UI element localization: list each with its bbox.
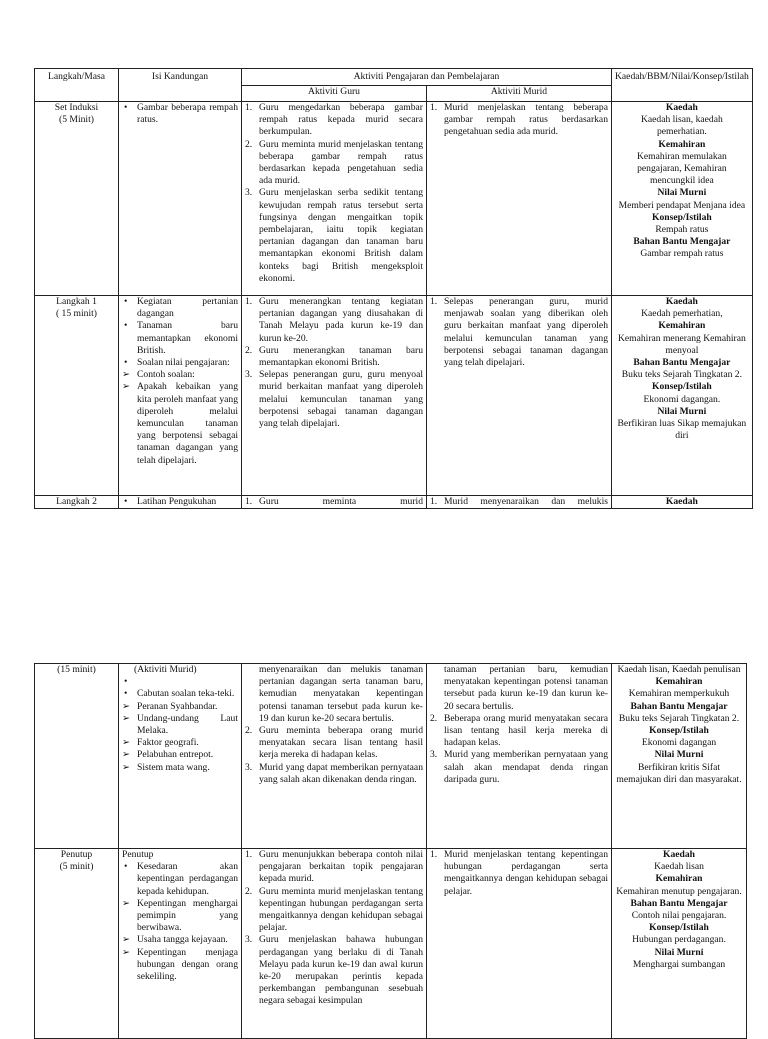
nilai-heading: Nilai Murni — [657, 187, 707, 199]
list-item: ➢ Undang-undang Laut Melaka. — [122, 712, 238, 737]
list-item: ➢ Apakah kebaikan yang kita peroleh manfaat yang diperoleh melalui kemunculan tanaman yang berpotensi sebagai tanaman dagangan yang telah dipelajari. — [122, 381, 238, 466]
list-item: 3. Guru menjelaskan bahawa hubungan perdagangan yang berlaku di di Tanah Melayu pada kurun ke-19 dan awal kurun ke-20 merupakan perintis kepada perkembangan pembangunan sesebuah negara sebagai kesimpulan — [245, 934, 423, 1007]
list-item: • Cabutan soalan teka-teki. — [124, 688, 235, 700]
langkah-label: Penutup — [60, 849, 93, 860]
bbm-text: Contoh nilai pengajaran. — [631, 910, 727, 922]
konsep-text: Rempah ratus — [655, 224, 709, 236]
list-item: 1. Selepas penerangan guru, murid menjawab soalan yang diberikan oleh guru berkaitan manfaat yang diperoleh melalui kemunculan tanaman yang berpotensi sebagai tanaman dagangan yang telah dipelajari. — [430, 296, 608, 369]
kaedah-heading: Kaedah — [665, 496, 698, 507]
kemahiran-text: Kemahiran memperkukuh — [628, 688, 730, 700]
list-item: • Latihan Pengukuhan — [124, 496, 217, 507]
kaedah-text: Kaedah lisan — [654, 861, 704, 873]
bbm-heading: Bahan Bantu Mengajar — [630, 700, 728, 712]
list-item: 1. Guru menunjukkan beberapa contoh nilai pengajaran berkaitan topik pengajaran kepada murid. — [245, 849, 423, 885]
kaedah-cell — [612, 664, 747, 849]
isi-cell — [119, 496, 242, 509]
kemahiran-heading: Kemahiran — [658, 138, 706, 150]
list-item: 3. Murid yang memberikan pernyataan yang salah akan mendapat denda ringan daripada guru. — [430, 749, 608, 785]
kaedah-cell — [612, 496, 753, 509]
isi-heading: (Aktiviti Murid) — [134, 664, 197, 675]
list-item: 2. Guru menerangkan tanaman baru memantapkan ekonomi British. — [245, 344, 423, 369]
table-row — [35, 664, 747, 849]
nilai-heading: Nilai Murni — [654, 946, 704, 958]
kaedah-heading: Kaedah — [665, 102, 698, 113]
nilai-text: Menghargai sumbangan — [632, 958, 726, 970]
isi-cell — [119, 102, 242, 296]
langkah-label: Langkah 2 — [56, 496, 97, 507]
langkah-cell — [35, 849, 119, 1039]
murid-cell — [427, 849, 612, 1039]
kaedah-text: Kaedah lisan, kaedah pemerhatian. — [640, 114, 723, 138]
list-item: ➢ Peranan Syahbandar. — [122, 700, 218, 712]
masa-label: (5 minit) — [59, 861, 94, 873]
list-item: 2. Beberapa orang murid menyatakan secara lisan tentang hasil kerja mereka di hadapan kelas. — [430, 712, 608, 749]
list-item: 2. Guru meminta murid menjelaskan tentang kepentingan hubungan perdagangan serta mengaitkannya dengan kehidupan sebagai pelajar. — [245, 885, 423, 934]
guru-cell — [242, 296, 427, 496]
list-item: ➢ Kepentingan menghargai pemimpin yang berwibawa. — [122, 897, 238, 934]
list-item: 1. Guru meminta murid — [245, 496, 423, 507]
list-item: 3. Murid yang dapat memberikan pernyataan yang salah akan dikenakan denda ringan. — [245, 761, 423, 785]
guru-cell — [242, 664, 427, 849]
kaedah-text: Kaedah lisan, Kaedah penulisan — [617, 664, 741, 675]
list-item: • — [124, 676, 128, 688]
lesson-plan-table-page-1 — [34, 68, 753, 509]
konsep-heading: Konsep/Istilah — [649, 922, 709, 934]
kemahiran-text: Kemahiran menutup pengajaran. — [616, 885, 742, 897]
kaedah-cell — [612, 296, 753, 496]
list-item: 1. Murid menyenaraikan dan melukis — [430, 496, 608, 507]
nilai-text: Berfikiran kritis Sifat memajukan diri dan masyarakat. — [616, 761, 742, 785]
guru-continued-text: menyenaraikan dan melukis tanaman pertanian dagangan serta tanaman baru, kemudian menyatakan kepentingan potensi tanaman tersebut pada kurun ke-19 dan kurun ke-20 secara bertulis. — [259, 664, 423, 724]
nilai-heading: Nilai Murni — [657, 405, 707, 417]
kemahiran-heading: Kemahiran — [658, 320, 706, 332]
konsep-heading: Konsep/Istilah — [649, 725, 709, 737]
list-item: 2. Guru meminta murid menjelaskan tentang beberapa gambar rempah ratus berdasarkan kepada pengetahuan sedia ada murid. — [245, 138, 423, 187]
nilai-text: Memberi pendapat Menjana idea — [618, 199, 746, 211]
bbm-heading: Bahan Bantu Mengajar — [630, 897, 728, 909]
langkah-cell — [35, 496, 119, 509]
list-item: ➢ Faktor geografi. — [122, 737, 199, 749]
bbm-text: Buku teks Sejarah Tingkatan 2. — [618, 712, 740, 724]
kemahiran-text: Kemahiran menerang Kemahiran menyoal — [617, 332, 746, 356]
konsep-text: Hubungan perdagangan. — [632, 934, 726, 946]
lesson-plan-table-page-2 — [34, 663, 747, 1039]
guru-cell — [242, 102, 427, 296]
kemahiran-heading: Kemahiran — [655, 873, 703, 885]
langkah-label: Langkah 1 — [56, 296, 97, 307]
bbm-heading: Bahan Bantu Mengajar — [633, 236, 731, 248]
bbm-text: Gambar rempah ratus — [640, 248, 724, 260]
isi-cell — [119, 849, 242, 1039]
guru-cell — [242, 849, 427, 1039]
list-item: • Gambar beberapa rempah ratus. — [124, 102, 238, 126]
table-row — [35, 102, 753, 296]
header-guru: Aktiviti Guru — [242, 86, 427, 102]
kaedah-heading: Kaedah — [663, 849, 695, 860]
langkah-cell — [35, 296, 119, 496]
langkah-cell — [35, 102, 119, 296]
list-item: ➢ Pelabuhan entrepot. — [122, 749, 214, 761]
isi-heading: Penutup — [122, 849, 154, 860]
bbm-heading: Bahan Bantu Mengajar — [633, 357, 731, 369]
guru-cell — [242, 496, 427, 509]
kaedah-cell — [612, 849, 747, 1039]
kaedah-text: Kaedah pemerhatian, — [641, 308, 723, 320]
list-item: 1. Murid menjelaskan tentang kepentingan hubungan perdagangan serta mengaitkannya dengan kehidupan sebagai pelajar. — [430, 849, 608, 897]
list-item: 1. Guru mengedarkan beberapa gambar rempah ratus kepada murid secara berkumpulan. — [245, 102, 423, 138]
murid-cell — [427, 496, 612, 509]
header-row — [35, 69, 753, 86]
header-aktiviti: Aktiviti Pengajaran dan Pembelajaran — [242, 69, 612, 86]
table-row — [35, 296, 753, 496]
list-item: ➢ Contoh soalan: — [122, 369, 195, 381]
murid-cell — [427, 102, 612, 296]
list-item: • Tanaman baru memantapkan ekonomi British. — [124, 320, 238, 356]
nilai-text: Berfikiran luas Sikap memajukan diri — [617, 418, 747, 442]
konsep-text: Ekonomi dagangan. — [643, 393, 721, 405]
list-item: 1. Murid menjelaskan tentang beberapa gambar rempah ratus berdasarkan pengetahuan sedia ada murid. — [430, 102, 608, 138]
list-item: ➢ Sistem mata wang. — [122, 761, 210, 773]
table-row — [35, 496, 753, 509]
kemahiran-heading: Kemahiran — [655, 676, 703, 688]
list-item: • Kesedaran akan kepentingan perdagangan kepada kehidupan. — [124, 861, 238, 897]
header-isi: Isi Kandungan — [119, 69, 242, 102]
konsep-heading: Konsep/Istilah — [652, 211, 712, 223]
langkah-cell — [35, 664, 119, 849]
murid-continued-text: tanaman pertanian baru, kemudian menyatakan kepentingan potensi tanaman tersebut pada kurun ke-19 dan kurun ke-20 secara bertulis. — [444, 664, 608, 712]
langkah-label: Set Induksi — [54, 102, 99, 113]
konsep-heading: Konsep/Istilah — [652, 381, 712, 393]
header-langkah: Langkah/Masa — [35, 69, 119, 102]
kaedah-cell — [612, 102, 753, 296]
list-item: ➢ Kepentingan menjaga hubungan dengan orang sekeliling. — [122, 946, 238, 983]
list-item: 2. Guru meminta beberapa orang murid menyatakan secara lisan tentang hasil kerja mereka di hadapan kelas. — [245, 725, 423, 761]
masa-label: (5 Minit) — [59, 114, 94, 126]
header-kaedah: Kaedah/BBM/Nilai/Konsep/Istilah — [612, 69, 753, 102]
list-item: 3. Selepas penerangan guru, guru menyoal murid berkaitan manfaat yang diperoleh melalui kemunculan tanaman yang berpotensi sebagai tanaman dagangan yang telah dipelajari. — [245, 369, 423, 430]
isi-cell — [119, 296, 242, 496]
kemahiran-text: Kemahiran memulakan pengajaran, Kemahiran mencungkil idea — [636, 150, 727, 187]
bbm-text: Buku teks Sejarah Tingkatan 2. — [621, 369, 742, 381]
murid-cell — [427, 664, 612, 849]
masa-label: (15 minit) — [57, 664, 96, 675]
table-row — [35, 849, 747, 1039]
list-item: 1. Guru menerangkan tentang kegiatan pertanian dagangan yang diusahakan di Tanah Melayu pada kurun ke-19 dan kurun ke-20. — [245, 296, 423, 344]
list-item: • Soalan nilai pengajaran: — [124, 357, 230, 369]
list-item: • Kegiatan pertanian dagangan — [124, 296, 238, 320]
masa-label: ( 15 minit) — [55, 308, 98, 320]
list-item: ➢ Usaha tangga kejayaan. — [122, 934, 228, 946]
kaedah-heading: Kaedah — [665, 296, 698, 307]
konsep-text: Ekonomi dagangan — [641, 737, 717, 749]
header-murid: Aktiviti Murid — [427, 86, 612, 102]
isi-cell — [119, 664, 242, 849]
list-item: 3. Guru menjelaskan serba sedikit tentang kewujudan rempah ratus tersebut serta fungsinya dengan mengaitkan topik pembelajaran, iaitu topik kegiatan pertanian dagangan dan tanaman baru memantapkan ekonomi British dalam konteks bagi British mengeksploit ekonomi. — [245, 187, 423, 284]
nilai-heading: Nilai Murni — [654, 749, 704, 761]
murid-cell — [427, 296, 612, 496]
